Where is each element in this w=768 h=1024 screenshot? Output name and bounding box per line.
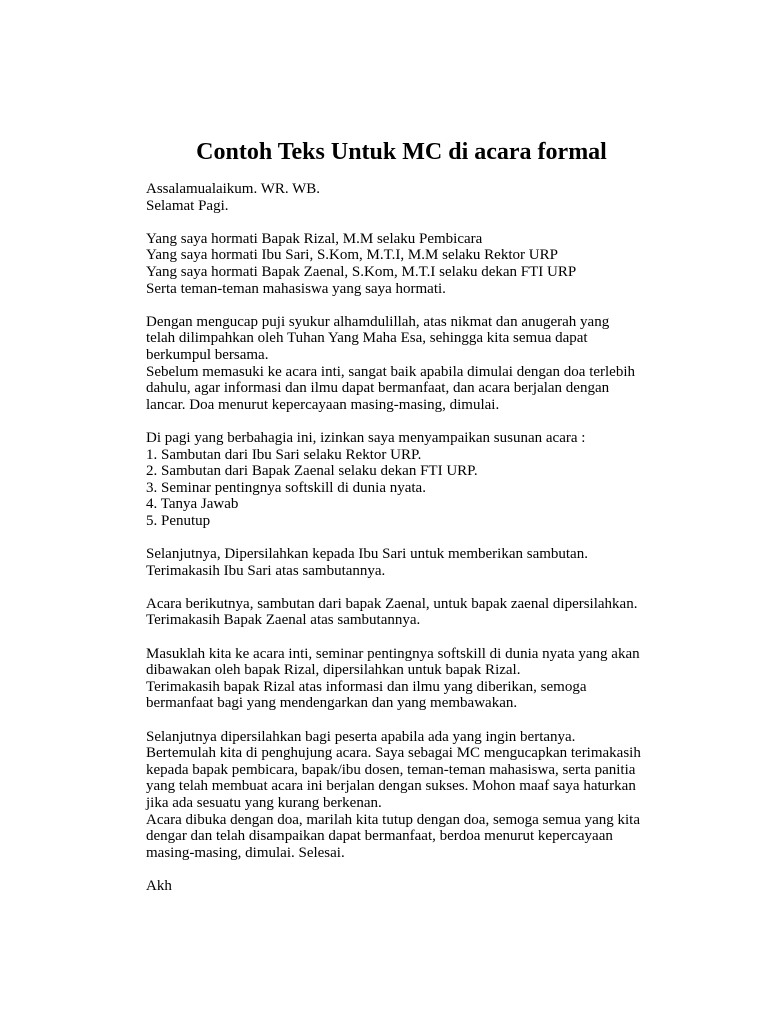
paragraph-signoff [146, 878, 746, 895]
text-line: masing-masing, dimulai. Selesai. [146, 844, 345, 861]
paragraph-seminar [146, 646, 746, 712]
text-line: Terimakasih bapak Rizal atas informasi dan ilmu yang diberikan, semoga [146, 678, 587, 695]
text-line: yang telah membuat acara ini berjalan dengan sukses. Mohon maaf saya haturkan [146, 778, 636, 795]
paragraph-honored-guests [146, 231, 746, 297]
text-line: Yang saya hormati Ibu Sari, S.Kom, M.T.I, M.M selaku Rektor URP [146, 247, 558, 264]
paragraph-rector-speech [146, 546, 746, 579]
text-line: Sebelum memasuki ke acara inti, sangat baik apabila dimulai dengan doa terlebih [146, 363, 636, 380]
text-line: Selamat Pagi. [146, 197, 229, 214]
text-line: berkumpul bersama. [146, 346, 269, 363]
document-title: Contoh Teks Untuk MC di acara formal [196, 139, 607, 165]
agenda-item: 4. Tanya Jawab [146, 496, 239, 513]
text-line: Serta teman-teman mahasiswa yang saya hormati. [146, 280, 446, 297]
text-line: Selanjutnya dipersilahkan bagi peserta apabila ada yang ingin bertanya. [146, 728, 576, 745]
text-line: telah dilimpahkan oleh Tuhan Yang Maha Esa, sehingga kita semua dapat [146, 330, 588, 347]
text-line: bermanfaat bagi yang mendengarkan dan yang membawakan. [146, 695, 518, 712]
text-line: Dengan mengucap puji syukur alhamdulillah, atas nikmat dan anugerah yang [146, 313, 610, 330]
document-body [146, 181, 746, 911]
text-line: Bertemulah kita di penghujung acara. Saya sebagai MC mengucapkan terimakasih [146, 745, 641, 762]
text-line: Terimakasih Bapak Zaenal atas sambutannya. [146, 612, 421, 629]
paragraph-opening [146, 314, 746, 414]
paragraph-greeting [146, 181, 746, 214]
text-line: Di pagi yang berbahagia ini, izinkan saya menyampaikan susunan acara : [146, 429, 586, 446]
paragraph-dean-speech [146, 596, 746, 629]
text-line: Assalamualaikum. WR. WB. [146, 181, 321, 197]
text-line: dahulu, agar informasi dan ilmu dapat bermanfaat, dan acara berjalan dengan [146, 380, 610, 397]
text-line: kepada bapak pembicara, bapak/ibu dosen, teman-teman mahasiswa, serta panitia [146, 761, 636, 778]
text-line: Yang saya hormati Bapak Rizal, M.M selaku Pembicara [146, 230, 483, 247]
text-line: lancar. Doa menurut kepercayaan masing-masing, dimulai. [146, 396, 500, 413]
agenda-item: 1. Sambutan dari Ibu Sari selaku Rektor URP. [146, 446, 422, 463]
text-line: Acara berikutnya, sambutan dari bapak Zaenal, untuk bapak zaenal dipersilahkan. [146, 595, 638, 612]
paragraph-closing [146, 729, 746, 862]
text-line: Terimakasih Ibu Sari atas sambutannya. [146, 562, 386, 579]
text-line: Masuklah kita ke acara inti, seminar pentingnya softskill di dunia nyata yang akan [146, 645, 640, 662]
text-line: Yang saya hormati Bapak Zaenal, S.Kom, M.T.I selaku dekan FTI URP [146, 263, 577, 280]
paragraph-agenda [146, 430, 746, 530]
text-line: dibawakan oleh bapak Rizal, dipersilahkan untuk bapak Rizal. [146, 662, 521, 679]
text-line: dengar dan telah disampaikan dapat bermanfaat, berdoa menurut kepercayaan [146, 828, 613, 845]
agenda-item: 5. Penutup [146, 512, 211, 529]
agenda-item: 2. Sambutan dari Bapak Zaenal selaku dekan FTI URP. [146, 463, 478, 480]
text-line: Akh [146, 877, 172, 894]
agenda-item: 3. Seminar pentingnya softskill di dunia nyata. [146, 479, 426, 496]
text-line: jika ada sesuatu yang kurang berkenan. [146, 794, 382, 811]
text-line: Acara dibuka dengan doa, marilah kita tutup dengan doa, semoga semua yang kita [146, 811, 641, 828]
text-line: Selanjutnya, Dipersilahkan kepada Ibu Sari untuk memberikan sambutan. [146, 546, 588, 563]
